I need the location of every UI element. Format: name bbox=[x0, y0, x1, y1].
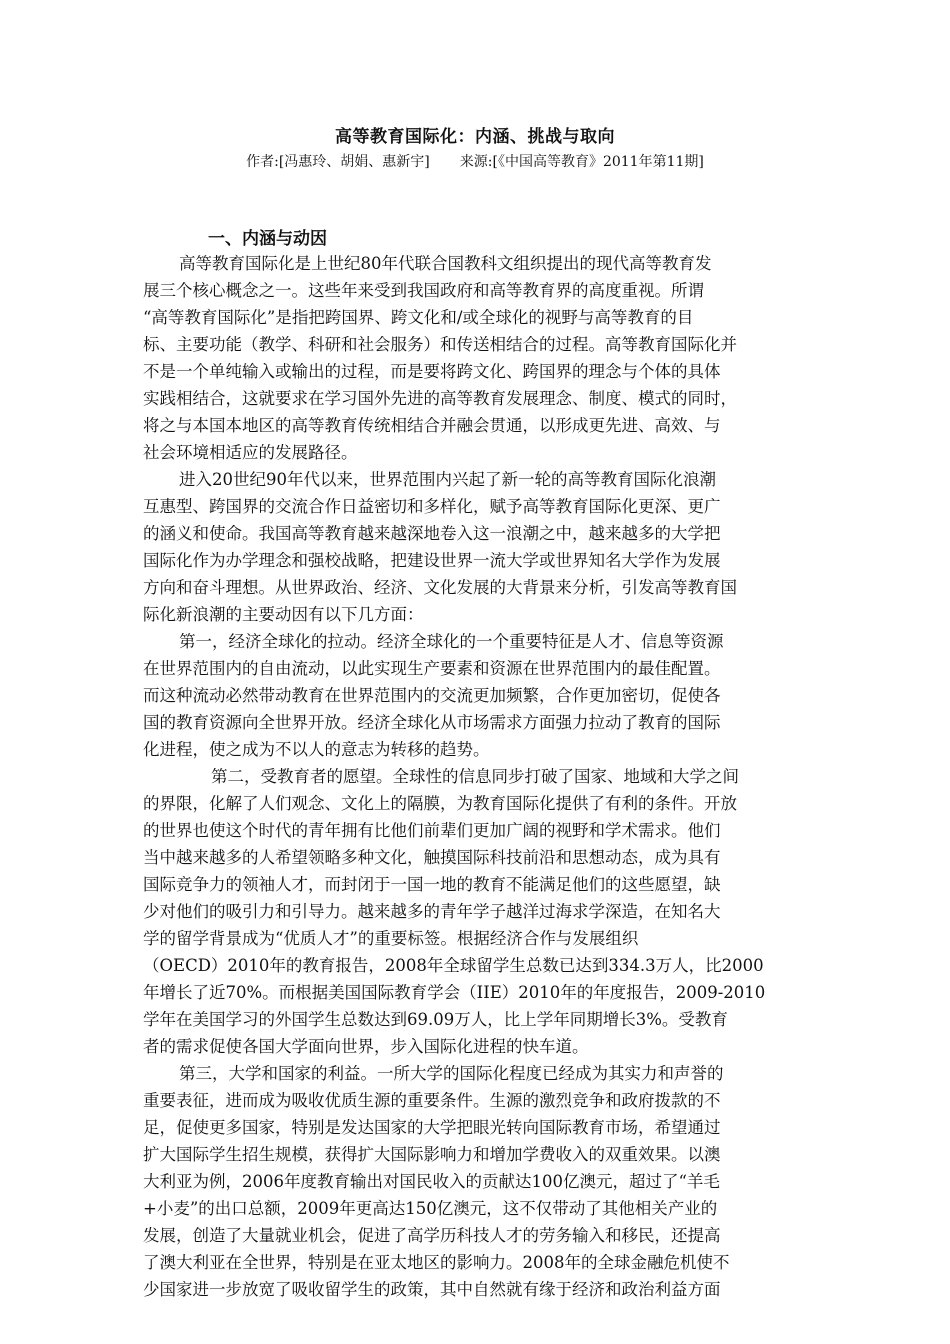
text-line: 在世界范围内的自由流动，以此实现生产要素和资源在世界范围内的最佳配置。 bbox=[143, 659, 721, 678]
text-line: 学年在美国学习的外国学生总数达到69.09万人，比上学年同期增长3%。受教育 bbox=[143, 1010, 728, 1029]
text-line: “高等教育国际化”是指把跨国界、跨文化和/或全球化的视野与高等教育的目 bbox=[143, 308, 694, 327]
text-line: 者的需求促使各国大学面向世界，步入国际化进程的快车道。 bbox=[143, 1037, 589, 1056]
text-line: 第三，大学和国家的利益。一所大学的国际化程度已经成为其实力和声誉的 bbox=[179, 1064, 724, 1083]
text-line: 扩大国际学生招生规模，获得扩大国际影响力和增加学费收入的双重效果。以澳 bbox=[143, 1145, 721, 1164]
text-line: 不是一个单纯输入或输出的过程，而是要将跨文化、跨国界的理念与个体的具体 bbox=[143, 362, 721, 381]
section-heading: 一、内涵与动因 bbox=[208, 229, 327, 249]
text-line: 国际化作为办学理念和强校战略，把建设世界一流大学或世界知名大学作为发展 bbox=[143, 551, 721, 570]
text-line: 大利亚为例，2006年度教育输出对国民收入的贡献达100亿澳元，超过了“羊毛 bbox=[143, 1172, 720, 1191]
text-line: 而这种流动必然带动教育在世界范围内的交流更加频繁，合作更加密切，促使各 bbox=[143, 686, 721, 705]
text-line: 足，促使更多国家，特别是发达国家的大学把眼光转向国际教育市场，希望通过 bbox=[143, 1118, 721, 1137]
text-line: +小麦”的出口总额，2009年更高达150亿澳元，这不仅带动了其他相关产业的 bbox=[143, 1199, 718, 1218]
text-line: 第一，经济全球化的拉动。经济全球化的一个重要特征是人才、信息等资源 bbox=[179, 632, 724, 651]
text-line: 将之与本国本地区的高等教育传统相结合并融会贯通，以形成更先进、高效、与 bbox=[143, 416, 721, 435]
text-line: 的世界也使这个时代的青年拥有比他们前辈们更加广阔的视野和学术需求。他们 bbox=[143, 821, 721, 840]
text-line: 的界限，化解了人们观念、文化上的隔膜，为教育国际化提供了有利的条件。开放 bbox=[143, 794, 737, 813]
text-line: 学的留学背景成为“优质人才”的重要标签。根据经济合作与发展组织 bbox=[143, 929, 639, 948]
text-line: 的涵义和使命。我国高等教育越来越深地卷入这一浪潮之中，越来越多的大学把 bbox=[143, 524, 721, 543]
text-line: 化进程，使之成为不以人的意志为转移的趋势。 bbox=[143, 740, 490, 759]
text-line: 年增长了近70%。而根据美国国际教育学会（IIE）2010年的年度报告，2009-2010 bbox=[143, 983, 766, 1002]
text-line: 互惠型、跨国界的交流合作日益密切和多样化，赋予高等教育国际化更深、更广 bbox=[143, 497, 721, 516]
body-text bbox=[143, 250, 823, 1303]
text-line: 实践相结合，这就要求在学习国外先进的高等教育发展理念、制度、模式的同时， bbox=[143, 389, 737, 408]
article-byline bbox=[0, 151, 950, 173]
text-line: 国的教育资源向全世界开放。经济全球化从市场需求方面强力拉动了教育的国际 bbox=[143, 713, 721, 732]
text-line: 第二，受教育者的愿望。全球性的信息同步打破了国家、地域和大学之间 bbox=[211, 767, 739, 786]
text-line: 少国家进一步放宽了吸收留学生的政策，其中自然就有缘于经济和政治利益方面 bbox=[143, 1280, 721, 1299]
text-line: 重要表征，进而成为吸收优质生源的重要条件。生源的激烈竞争和政府拨款的不 bbox=[143, 1091, 721, 1110]
text-line: 展三个核心概念之一。这些年来受到我国政府和高等教育界的高度重视。所谓 bbox=[143, 281, 704, 300]
text-line: 方向和奋斗理想。从世界政治、经济、文化发展的大背景来分析，引发高等教育国 bbox=[143, 578, 737, 597]
text-line: 社会环境相适应的发展路径。 bbox=[143, 443, 358, 462]
text-line: 少对他们的吸引力和引导力。越来越多的青年学子越洋过海求学深造，在知名大 bbox=[143, 902, 721, 921]
text-line: 进入20世纪90年代以来，世界范围内兴起了新一轮的高等教育国际化浪潮 bbox=[179, 470, 716, 489]
author-label: 作者:[冯惠玲、胡娟、惠新宇] bbox=[246, 154, 430, 170]
text-line: 高等教育国际化是上世纪80年代联合国教科文组织提出的现代高等教育发 bbox=[179, 254, 712, 273]
text-line: 标、主要功能（教学、科研和社会服务）和传送相结合的过程。高等教育国际化并 bbox=[143, 335, 737, 354]
text-line: （OECD）2010年的教育报告，2008年全球留学生总数已达到334.3万人，比2000 bbox=[143, 956, 764, 975]
article-title: 高等教育国际化：内涵、挑战与取向 bbox=[335, 127, 615, 147]
text-line: 了澳大利亚在全世界，特别是在亚太地区的影响力。2008年的全球金融危机使不 bbox=[143, 1253, 730, 1272]
text-line: 发展，创造了大量就业机会，促进了高学历科技人才的劳务输入和移民，还提高 bbox=[143, 1226, 721, 1245]
text-line: 国际竞争力的领袖人才，而封闭于一国一地的教育不能满足他们的这些愿望，缺 bbox=[143, 875, 721, 894]
text-line: 际化新浪潮的主要动因有以下几方面： bbox=[143, 605, 424, 624]
source-label: 来源:[《中国高等教育》2011年第11期] bbox=[459, 154, 704, 170]
text-line: 当中越来越多的人希望领略多种文化，触摸国际科技前沿和思想动态，成为具有 bbox=[143, 848, 721, 867]
